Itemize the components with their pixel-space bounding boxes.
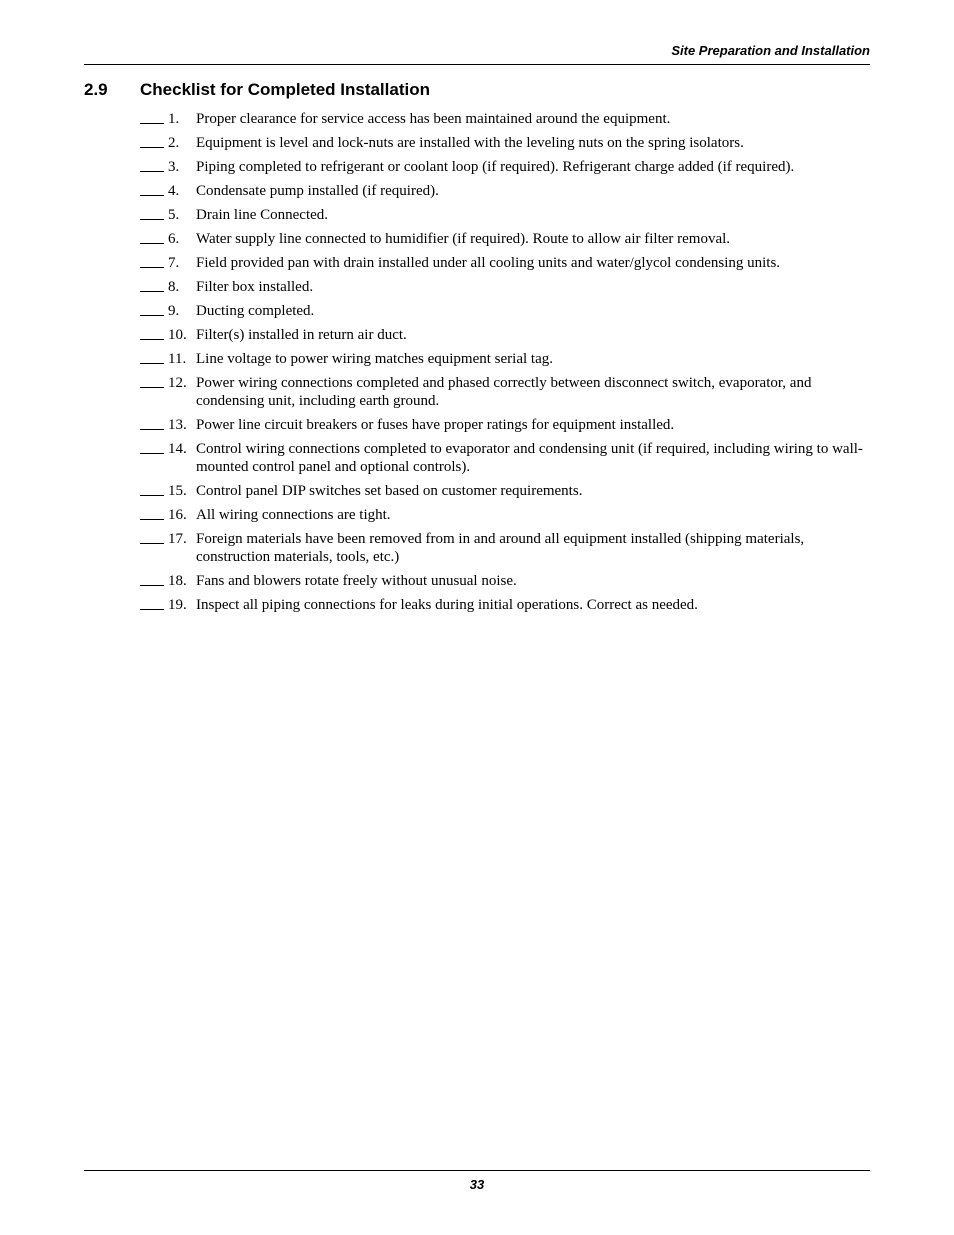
item-number: 16. — [168, 507, 187, 523]
checkbox-blank[interactable] — [140, 572, 164, 586]
checkbox-blank[interactable] — [140, 350, 164, 364]
checklist-item — [140, 530, 870, 566]
checklist-item — [140, 134, 870, 152]
checklist-item — [140, 326, 870, 344]
item-number: 17. — [168, 531, 187, 547]
checklist-item — [140, 506, 870, 524]
item-number: 11. — [168, 351, 187, 367]
item-number: 15. — [168, 483, 187, 499]
item-text: Power line circuit breakers or fuses have proper ratings for equipment installed. — [196, 417, 675, 433]
item-text: Condensate pump installed (if required). — [196, 183, 439, 199]
item-number: 3. — [168, 159, 180, 175]
item-number: 4. — [168, 183, 180, 199]
checkbox-blank[interactable] — [140, 506, 164, 520]
checkbox-blank[interactable] — [140, 302, 164, 316]
item-text: Piping completed to refrigerant or coolant loop (if required). Refrigerant charge added (if required). — [196, 159, 795, 175]
item-number: 6. — [168, 231, 180, 247]
section-number: 2.9 — [84, 80, 108, 99]
checkbox-blank[interactable] — [140, 206, 164, 220]
item-number: 1. — [168, 111, 180, 127]
checklist-item — [140, 158, 870, 176]
checkbox-blank[interactable] — [140, 326, 164, 340]
item-number: 2. — [168, 135, 180, 151]
item-number: 13. — [168, 417, 187, 433]
installation-checklist — [140, 110, 870, 620]
item-number: 8. — [168, 279, 180, 295]
checklist-item — [140, 596, 870, 614]
item-number: 19. — [168, 597, 187, 613]
checklist-item — [140, 182, 870, 200]
checkbox-blank[interactable] — [140, 530, 164, 544]
item-text: Filter(s) installed in return air duct. — [196, 327, 407, 343]
checklist-item — [140, 374, 870, 410]
checkbox-blank[interactable] — [140, 278, 164, 292]
checkbox-blank[interactable] — [140, 110, 164, 124]
checkbox-blank[interactable] — [140, 482, 164, 496]
checkbox-blank[interactable] — [140, 596, 164, 610]
item-text: Drain line Connected. — [196, 207, 329, 223]
item-number: 5. — [168, 207, 180, 223]
checklist-item — [140, 440, 870, 476]
checkbox-blank[interactable] — [140, 158, 164, 172]
item-number: 7. — [168, 255, 180, 271]
checklist-item — [140, 230, 870, 248]
footer-divider — [84, 1170, 870, 1171]
section-heading — [84, 79, 430, 101]
item-text: All wiring connections are tight. — [196, 507, 391, 523]
item-text: Equipment is level and lock-nuts are installed with the leveling nuts on the spring isolators. — [196, 135, 744, 151]
item-text: Line voltage to power wiring matches equipment serial tag. — [196, 351, 553, 367]
checklist-item — [140, 302, 870, 320]
checkbox-blank[interactable] — [140, 254, 164, 268]
checklist-item — [140, 278, 870, 296]
item-text: Inspect all piping connections for leaks during initial operations. Correct as needed. — [196, 597, 698, 613]
item-text: Control wiring connections completed to evaporator and condensing unit (if required, including wiring to wall-mounted control panel and optional controls). — [196, 441, 863, 475]
checkbox-blank[interactable] — [140, 416, 164, 430]
item-text: Water supply line connected to humidifier (if required). Route to allow air filter removal. — [196, 231, 731, 247]
checklist-item — [140, 206, 870, 224]
item-number: 18. — [168, 573, 187, 589]
checklist-item — [140, 416, 870, 434]
item-number: 10. — [168, 327, 187, 343]
item-text: Power wiring connections completed and phased correctly between disconnect switch, evaporator, and condensing unit, including earth ground. — [196, 375, 812, 409]
item-number: 14. — [168, 441, 187, 457]
checkbox-blank[interactable] — [140, 440, 164, 454]
item-text: Fans and blowers rotate freely without unusual noise. — [196, 573, 517, 589]
running-header: Site Preparation and Installation — [671, 43, 870, 58]
checkbox-blank[interactable] — [140, 374, 164, 388]
item-text: Proper clearance for service access has been maintained around the equipment. — [196, 111, 671, 127]
page-number: 33 — [469, 1177, 485, 1192]
checklist-item — [140, 482, 870, 500]
item-text: Field provided pan with drain installed under all cooling units and water/glycol condensing units. — [196, 255, 781, 271]
item-number: 9. — [168, 303, 180, 319]
checklist-item — [140, 110, 870, 128]
section-title: Checklist for Completed Installation — [140, 80, 430, 99]
header-divider — [84, 64, 870, 65]
checkbox-blank[interactable] — [140, 182, 164, 196]
item-number: 12. — [168, 375, 187, 391]
checklist-item — [140, 254, 870, 272]
item-text: Control panel DIP switches set based on customer requirements. — [196, 483, 583, 499]
item-text: Foreign materials have been removed from in and around all equipment installed (shipping materials, construction materials, tools, etc.) — [196, 531, 805, 565]
checkbox-blank[interactable] — [140, 134, 164, 148]
checklist-item — [140, 350, 870, 368]
item-text: Ducting completed. — [196, 303, 315, 319]
checkbox-blank[interactable] — [140, 230, 164, 244]
checklist-item — [140, 572, 870, 590]
item-text: Filter box installed. — [196, 279, 314, 295]
